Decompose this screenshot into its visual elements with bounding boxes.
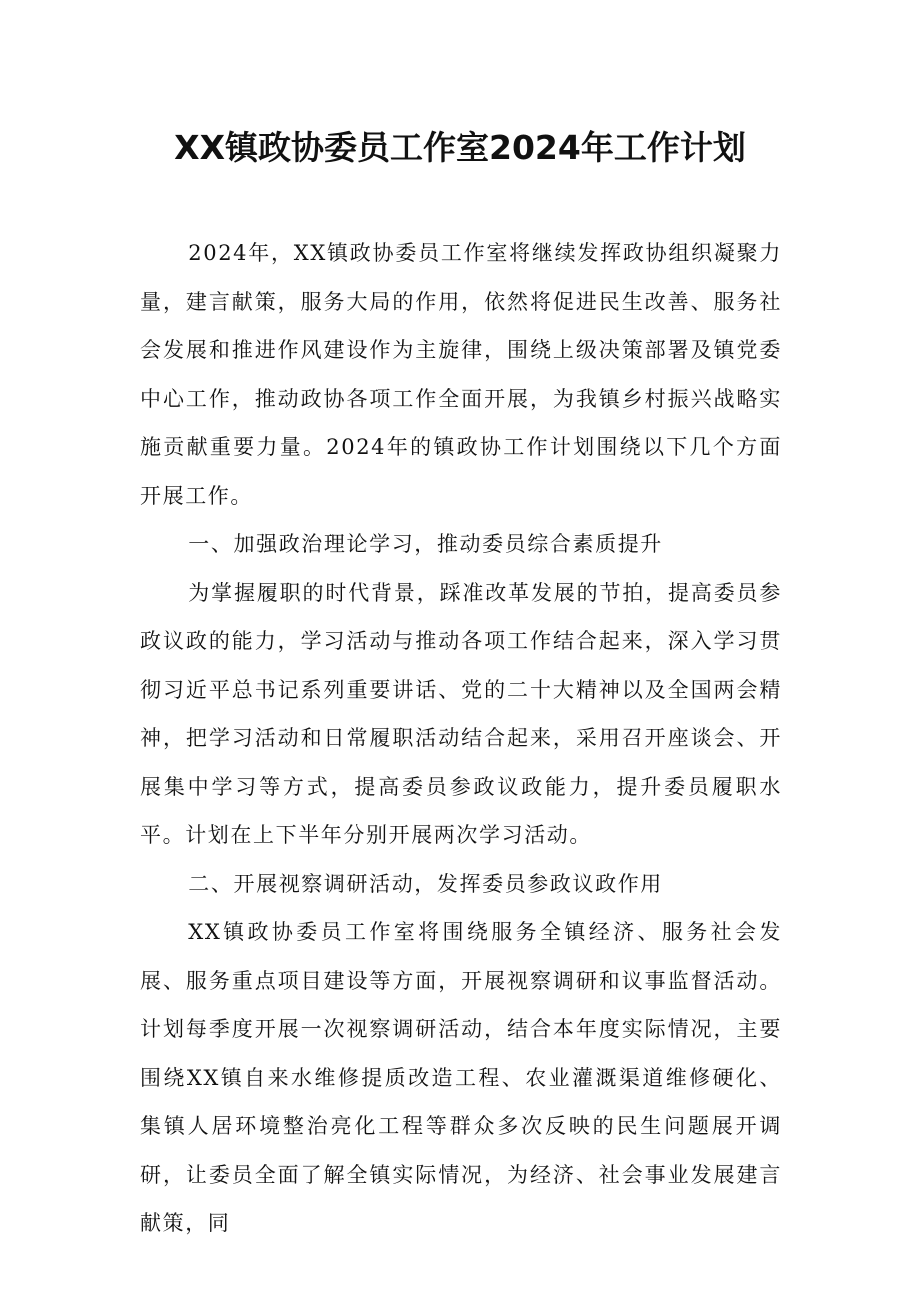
- intro-paragraph: 2024年，XX镇政协委员工作室将继续发挥政协组织凝聚力量，建言献策，服务大局的作用，依然将促进民生改善、服务社会发展和推进作风建设作为主旋律，围绕上级决策部署及镇党委中心工作，推动政协各项工作全面开展，为我镇乡村振兴战略实施贡献重要力量。2024年的镇政协工作计划围绕以下几个方面开展工作。: [140, 241, 782, 508]
- document-body: [140, 229, 782, 1248]
- section-2-paragraph: XX镇政协委员工作室将围绕服务全镇经济、服务社会发展、服务重点项目建设等方面，开展视察调研和议事监督活动。计划每季度开展一次视察调研活动，结合本年度实际情况，主要围绕XX镇自来水维修提质改造工程、农业灌溉渠道维修硬化、集镇人居环境整治亮化工程等群众多次反映的民生问题展开调研，让委员全面了解全镇实际情况，为经济、社会事业发展建言献策，同: [140, 920, 782, 1235]
- section-heading-2: 二、开展视察调研活动，发挥委员参政议政作用: [188, 871, 663, 896]
- section-heading-1: 一、加强政治理论学习，推动委员综合素质提升: [188, 532, 663, 556]
- document-title: XX镇政协委员工作室2024年工作计划: [174, 128, 746, 167]
- section-1-paragraph: 为掌握履职的时代背景，踩准改革发展的节拍，提高委员参政议政的能力，学习活动与推动各项工作结合起来，深入学习贯彻习近平总书记系列重要讲话、党的二十大精神以及全国两会精神，把学习活动和日常履职活动结合起来，采用召开座谈会、开展集中学习等方式，提高委员参政议政能力，提升委员履职水平。计划在上下半年分别开展两次学习活动。: [140, 580, 782, 847]
